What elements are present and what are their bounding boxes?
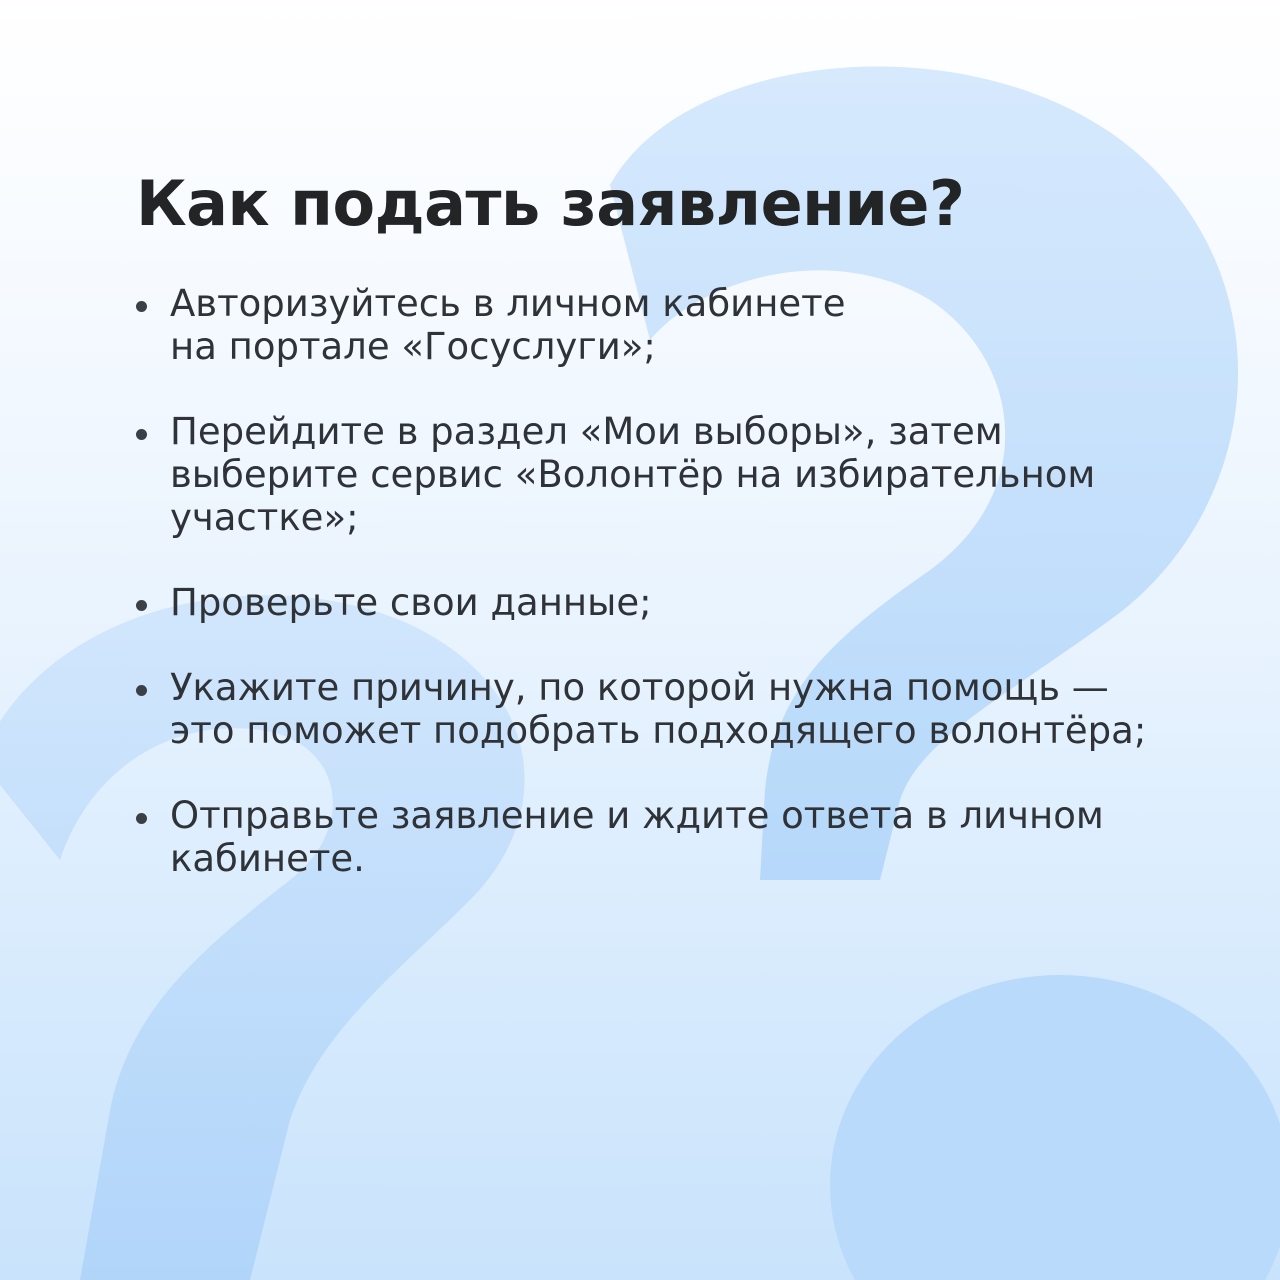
step-text: Проверьте свои данные; <box>170 581 652 624</box>
page-title: Как подать заявление? <box>136 167 965 240</box>
list-item <box>130 794 1220 880</box>
step-text: Отправьте заявление и ждите ответа в личном кабинете. <box>170 794 1104 880</box>
bullet-icon <box>136 600 147 611</box>
bullet-icon <box>136 429 147 440</box>
list-item <box>130 410 1220 539</box>
list-item <box>130 666 1220 752</box>
step-text: Перейдите в раздел «Мои выборы», затем выберите сервис «Волонтёр на избирательном участке»; <box>170 410 1096 539</box>
bullet-icon <box>136 813 147 824</box>
step-text: Авторизуйтесь в личном кабинете на портале «Госуслуги»; <box>170 282 846 368</box>
bullet-icon <box>136 685 147 696</box>
bullet-icon <box>136 301 147 312</box>
step-text: Укажите причину, по которой нужна помощь — это поможет подобрать подходящего волонтёра; <box>170 666 1147 752</box>
list-item <box>130 282 1220 368</box>
list-item <box>130 581 1220 624</box>
steps-list <box>130 282 1220 922</box>
